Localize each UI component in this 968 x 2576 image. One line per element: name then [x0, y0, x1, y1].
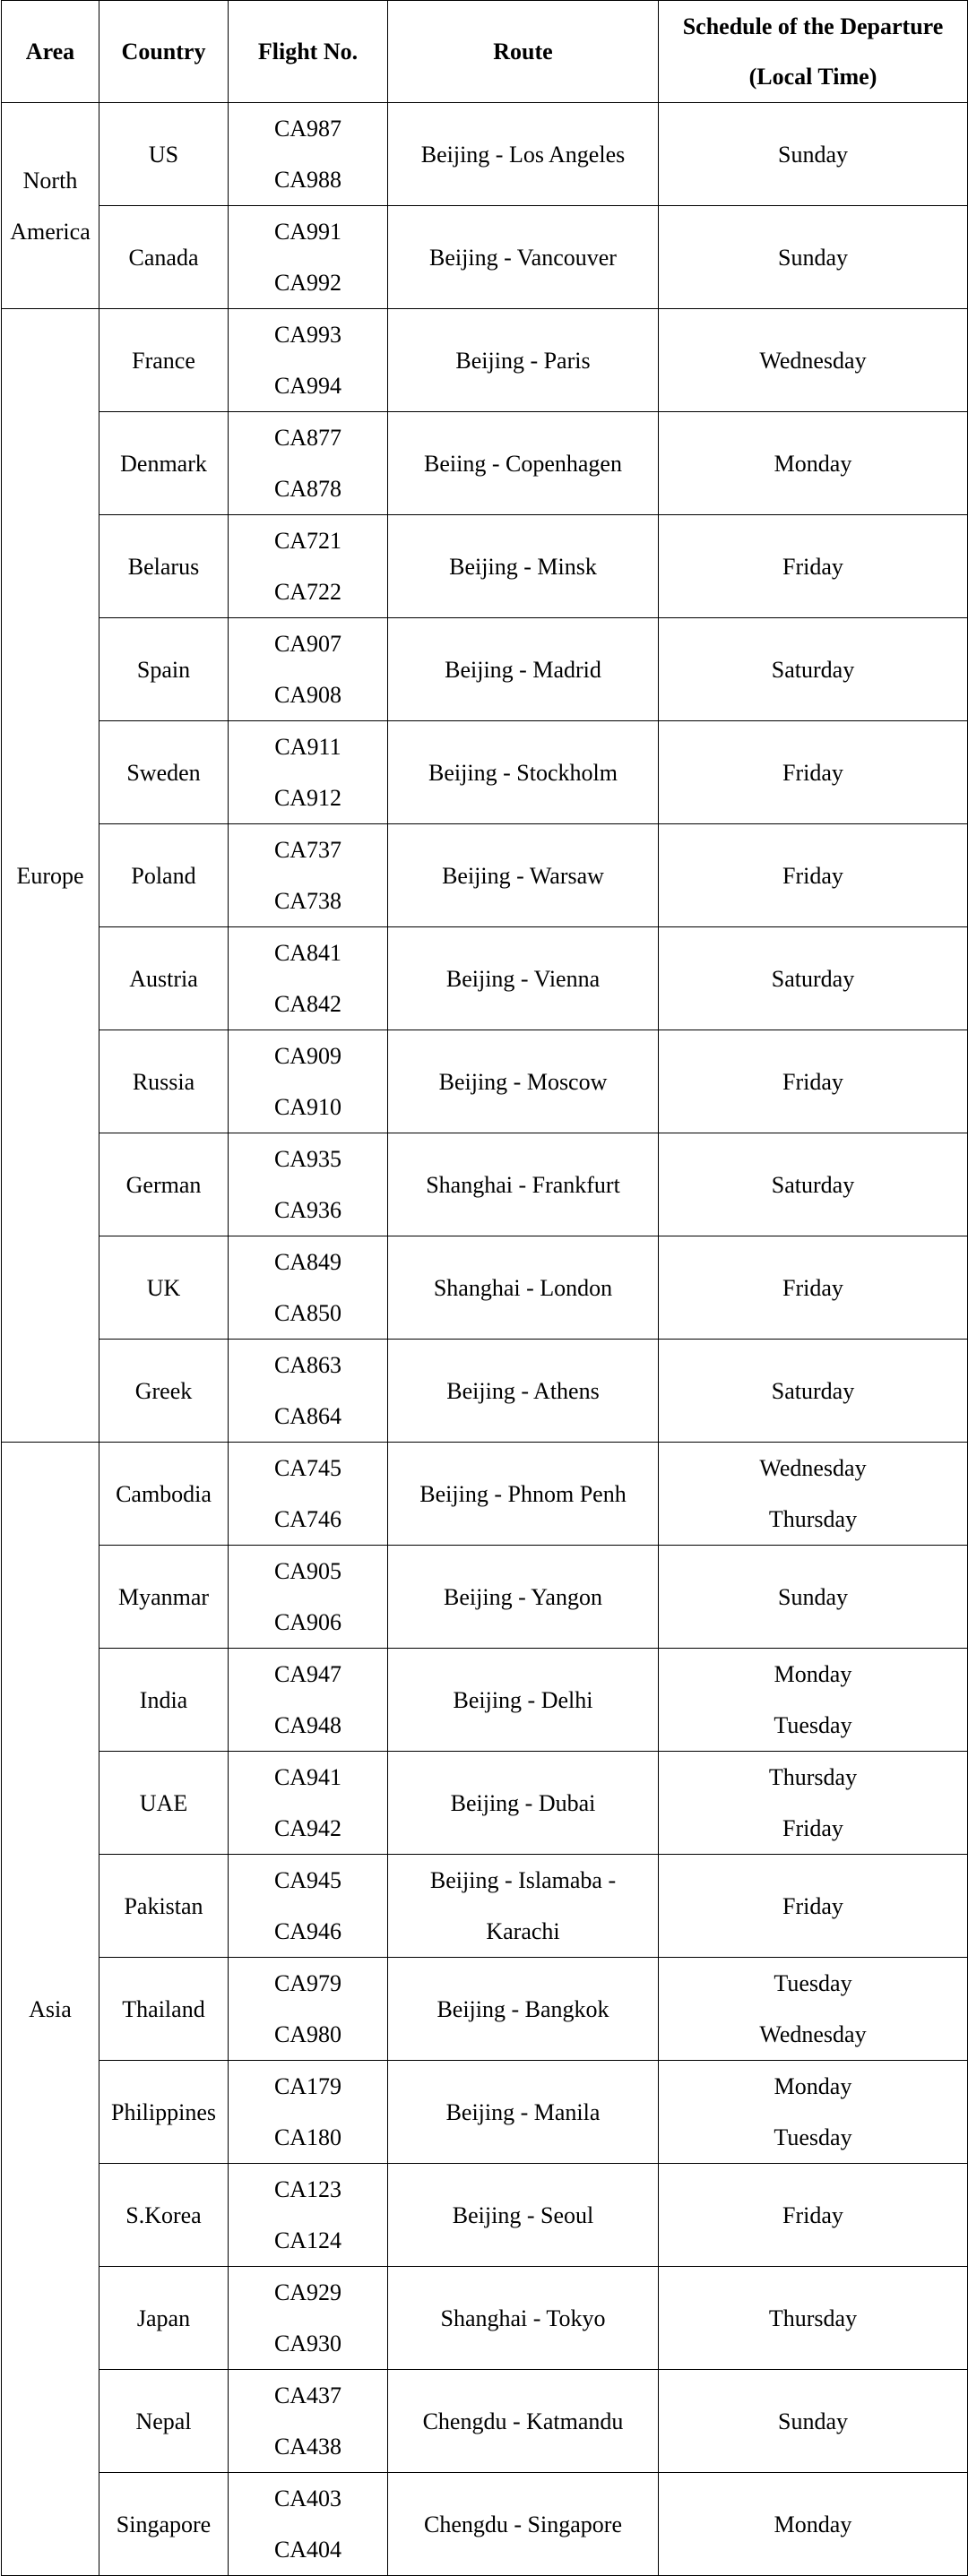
flight-number: CA863	[273, 1352, 342, 1378]
schedule-day: Thursday	[768, 1764, 858, 1790]
schedule-cell	[659, 1958, 968, 2061]
flight-number: CA906	[273, 1609, 342, 1635]
flight-number: CA910	[273, 1094, 342, 1120]
table-row	[2, 2164, 968, 2267]
table-row	[2, 1958, 968, 2061]
table-row	[2, 103, 968, 206]
schedule-cell	[659, 2370, 968, 2473]
schedule-day: Sunday	[778, 2408, 848, 2434]
schedule-cell	[659, 309, 968, 412]
schedule-cell	[659, 515, 968, 618]
schedule-day: Saturday	[771, 656, 855, 683]
table-row	[2, 2061, 968, 2164]
route-cell: Beijing - Dubai	[388, 1752, 659, 1855]
table-row	[2, 1752, 968, 1855]
schedule-cell	[659, 1340, 968, 1443]
flight-number: CA911	[274, 734, 341, 760]
country-cell: S.Korea	[99, 2164, 229, 2267]
header-country: Country	[99, 1, 229, 103]
country-cell: Cambodia	[99, 1443, 229, 1546]
country-cell: France	[99, 309, 229, 412]
flight-number: CA909	[273, 1043, 342, 1069]
header-schedule	[659, 1, 968, 103]
flight-number: CA993	[273, 322, 342, 348]
flight-number: CA849	[273, 1249, 342, 1275]
country-cell: German	[99, 1133, 229, 1236]
header-area: Area	[2, 1, 99, 103]
country-cell: UAE	[99, 1752, 229, 1855]
schedule-cell	[659, 1546, 968, 1649]
schedule-day: Saturday	[771, 1171, 855, 1198]
flight-no-cell	[229, 1443, 388, 1546]
area-cell	[2, 309, 99, 1443]
route-cell: Beijing - Phnom Penh	[388, 1443, 659, 1546]
flight-number: CA908	[273, 682, 342, 708]
flight-no-cell	[229, 2473, 388, 2576]
flight-number: CA946	[273, 1918, 342, 1944]
flight-number: CA721	[273, 528, 342, 554]
schedule-cell	[659, 721, 968, 824]
schedule-day: Monday	[774, 1661, 852, 1687]
country-cell: Canada	[99, 206, 229, 309]
country-cell: Poland	[99, 824, 229, 927]
table-row	[2, 2473, 968, 2576]
table-row	[2, 1340, 968, 1443]
schedule-day: Friday	[782, 1892, 843, 1919]
table-row	[2, 1030, 968, 1133]
country-cell: Spain	[99, 618, 229, 721]
flight-number: CA738	[273, 888, 342, 914]
flight-number: CA945	[273, 1867, 342, 1893]
flight-no-cell	[229, 1030, 388, 1133]
schedule-day: Friday	[782, 1068, 843, 1095]
route-cell: Beijing - Vancouver	[388, 206, 659, 309]
table-row	[2, 824, 968, 927]
schedule-day: Thursday	[768, 2305, 858, 2331]
country-cell: Sweden	[99, 721, 229, 824]
schedule-day: Monday	[774, 2511, 852, 2537]
flight-number: CA877	[273, 425, 342, 451]
header-schedule-line2: (Local Time)	[748, 63, 877, 90]
schedule-day: Friday	[782, 759, 843, 786]
table-row	[2, 1133, 968, 1236]
flight-number: CA878	[273, 476, 342, 502]
schedule-day: Wednesday	[759, 347, 867, 374]
schedule-day: Sunday	[778, 141, 848, 168]
country-cell: Denmark	[99, 412, 229, 515]
flight-no-cell	[229, 1133, 388, 1236]
header-schedule-line1: Schedule of the Departure	[682, 13, 944, 39]
flight-number: CA929	[273, 2279, 342, 2305]
flight-no-cell	[229, 824, 388, 927]
schedule-cell	[659, 1133, 968, 1236]
route-cell: Beijing - Athens	[388, 1340, 659, 1443]
table-row	[2, 1649, 968, 1752]
header-route: Route	[388, 1, 659, 103]
country-cell: Belarus	[99, 515, 229, 618]
route-cell: Chengdu - Singapore	[388, 2473, 659, 2576]
schedule-cell	[659, 1030, 968, 1133]
flight-number: CA404	[273, 2537, 342, 2563]
route-cell: Beijing - Los Angeles	[388, 103, 659, 206]
flight-no-cell	[229, 103, 388, 206]
flight-number: CA179	[273, 2073, 342, 2099]
flight-schedule-table	[1, 0, 968, 2576]
schedule-cell	[659, 2061, 968, 2164]
flight-number: CA841	[273, 940, 342, 966]
flight-number: CA991	[273, 219, 342, 245]
area-cell	[2, 103, 99, 309]
schedule-day: Monday	[774, 450, 852, 477]
country-cell: Russia	[99, 1030, 229, 1133]
flight-no-cell	[229, 2164, 388, 2267]
country-cell: India	[99, 1649, 229, 1752]
flight-number: CA936	[273, 1197, 342, 1223]
schedule-cell	[659, 927, 968, 1030]
route-cell: Beijing - Seoul	[388, 2164, 659, 2267]
flight-number: CA947	[273, 1661, 342, 1687]
table-row	[2, 1236, 968, 1340]
route-cell: Beijing - Vienna	[388, 927, 659, 1030]
flight-no-cell	[229, 2061, 388, 2164]
flight-number: CA941	[273, 1764, 342, 1790]
flight-number: CA987	[273, 116, 342, 142]
table-row	[2, 412, 968, 515]
area-name-line: Europe	[16, 862, 84, 889]
route-cell: Shanghai - Tokyo	[388, 2267, 659, 2370]
schedule-day: Friday	[782, 862, 843, 889]
schedule-cell	[659, 206, 968, 309]
schedule-cell	[659, 2164, 968, 2267]
flight-number: CA942	[273, 1815, 342, 1841]
country-cell: UK	[99, 1236, 229, 1340]
country-cell: Greek	[99, 1340, 229, 1443]
flight-number: CA438	[273, 2434, 342, 2460]
flight-no-cell	[229, 1236, 388, 1340]
route-cell: Beijing - Paris	[388, 309, 659, 412]
schedule-day: Wednesday	[759, 1455, 867, 1481]
flight-number: CA988	[273, 167, 342, 193]
flight-no-cell	[229, 515, 388, 618]
flight-no-cell	[229, 309, 388, 412]
table-row	[2, 1546, 968, 1649]
flight-number: CA437	[273, 2382, 342, 2408]
flight-no-cell	[229, 1546, 388, 1649]
route-cell: Beijing - Stockholm	[388, 721, 659, 824]
flight-number: CA403	[273, 2486, 342, 2511]
schedule-day: Tuesday	[774, 2124, 852, 2150]
schedule-cell	[659, 1236, 968, 1340]
table-row	[2, 2267, 968, 2370]
schedule-cell	[659, 2473, 968, 2576]
route-cell: Beijing - Minsk	[388, 515, 659, 618]
table-row	[2, 618, 968, 721]
schedule-cell	[659, 412, 968, 515]
flight-no-cell	[229, 1855, 388, 1958]
route-cell: Beiing - Copenhagen	[388, 412, 659, 515]
flight-number: CA935	[273, 1146, 342, 1172]
flight-number: CA905	[273, 1558, 342, 1584]
table-row	[2, 206, 968, 309]
country-cell: Philippines	[99, 2061, 229, 2164]
flight-number: CA850	[273, 1300, 342, 1326]
route-cell: Shanghai - London	[388, 1236, 659, 1340]
flight-no-cell	[229, 1752, 388, 1855]
flight-number: CA980	[273, 2021, 342, 2047]
country-cell: Nepal	[99, 2370, 229, 2473]
route-cell: Beijing - Warsaw	[388, 824, 659, 927]
route-cell: Shanghai - Frankfurt	[388, 1133, 659, 1236]
schedule-day: Tuesday	[774, 1712, 852, 1738]
route-cell: Beijing - Delhi	[388, 1649, 659, 1752]
flight-no-cell	[229, 206, 388, 309]
area-name-line: North	[22, 167, 78, 194]
flight-number: CA722	[273, 579, 342, 605]
country-cell: Singapore	[99, 2473, 229, 2576]
flight-no-cell	[229, 1649, 388, 1752]
schedule-day: Sunday	[778, 244, 848, 271]
flight-number: CA737	[273, 837, 342, 863]
route-cell: Beijing - Moscow	[388, 1030, 659, 1133]
flight-number: CA994	[273, 373, 342, 399]
route-cell: Beijing - Bangkok	[388, 1958, 659, 2061]
flight-number: CA123	[273, 2176, 342, 2202]
flight-number: CA907	[273, 631, 342, 657]
flight-no-cell	[229, 2267, 388, 2370]
table-body	[2, 103, 968, 2576]
route-cell: Beijing - Madrid	[388, 618, 659, 721]
table-row	[2, 721, 968, 824]
flight-number: CA992	[273, 270, 342, 296]
flight-number: CA842	[273, 991, 342, 1017]
schedule-cell	[659, 618, 968, 721]
flight-number: CA948	[273, 1712, 342, 1738]
country-cell: Pakistan	[99, 1855, 229, 1958]
schedule-day: Monday	[774, 2073, 852, 2099]
flight-number: CA124	[273, 2227, 342, 2253]
flight-no-cell	[229, 2370, 388, 2473]
route-cell: Chengdu - Katmandu	[388, 2370, 659, 2473]
schedule-day: Friday	[782, 1815, 843, 1841]
flight-number: CA979	[273, 1970, 342, 1996]
flight-no-cell	[229, 412, 388, 515]
flight-no-cell	[229, 1340, 388, 1443]
flight-number: CA930	[273, 2330, 342, 2356]
table-row	[2, 1443, 968, 1546]
route-cell: Beijing - Manila	[388, 2061, 659, 2164]
flight-number: CA912	[273, 785, 342, 811]
area-name-line: America	[10, 218, 91, 245]
flight-number: CA864	[273, 1403, 342, 1429]
schedule-cell	[659, 2267, 968, 2370]
header-row	[2, 1, 968, 103]
flight-no-cell	[229, 721, 388, 824]
schedule-day: Friday	[782, 1274, 843, 1301]
flight-number: CA746	[273, 1506, 342, 1532]
country-cell: Japan	[99, 2267, 229, 2370]
table-header	[2, 1, 968, 103]
schedule-cell	[659, 1649, 968, 1752]
schedule-day: Saturday	[771, 965, 855, 992]
country-cell: US	[99, 103, 229, 206]
header-flight-no: Flight No.	[229, 1, 388, 103]
table-row	[2, 1855, 968, 1958]
schedule-cell	[659, 824, 968, 927]
flight-no-cell	[229, 1958, 388, 2061]
route-cell: Beijing - Islamaba - Karachi	[388, 1855, 659, 1958]
country-cell: Thailand	[99, 1958, 229, 2061]
schedule-day: Thursday	[768, 1506, 858, 1532]
table-row	[2, 515, 968, 618]
table-row	[2, 2370, 968, 2473]
route-cell: Beijing - Yangon	[388, 1546, 659, 1649]
schedule-day: Sunday	[778, 1583, 848, 1610]
country-cell: Myanmar	[99, 1546, 229, 1649]
schedule-day: Wednesday	[759, 2021, 867, 2047]
flight-no-cell	[229, 618, 388, 721]
schedule-cell	[659, 103, 968, 206]
table-row	[2, 309, 968, 412]
schedule-cell	[659, 1855, 968, 1958]
schedule-day: Tuesday	[774, 1970, 852, 1996]
area-cell	[2, 1443, 99, 2576]
flight-no-cell	[229, 927, 388, 1030]
schedule-cell	[659, 1443, 968, 1546]
schedule-cell	[659, 1752, 968, 1855]
flight-number: CA745	[273, 1455, 342, 1481]
flight-number: CA180	[273, 2124, 342, 2150]
schedule-day: Friday	[782, 2201, 843, 2228]
schedule-day: Saturday	[771, 1377, 855, 1404]
schedule-day: Friday	[782, 553, 843, 580]
table-row	[2, 927, 968, 1030]
country-cell: Austria	[99, 927, 229, 1030]
area-name-line: Asia	[29, 1995, 72, 2022]
